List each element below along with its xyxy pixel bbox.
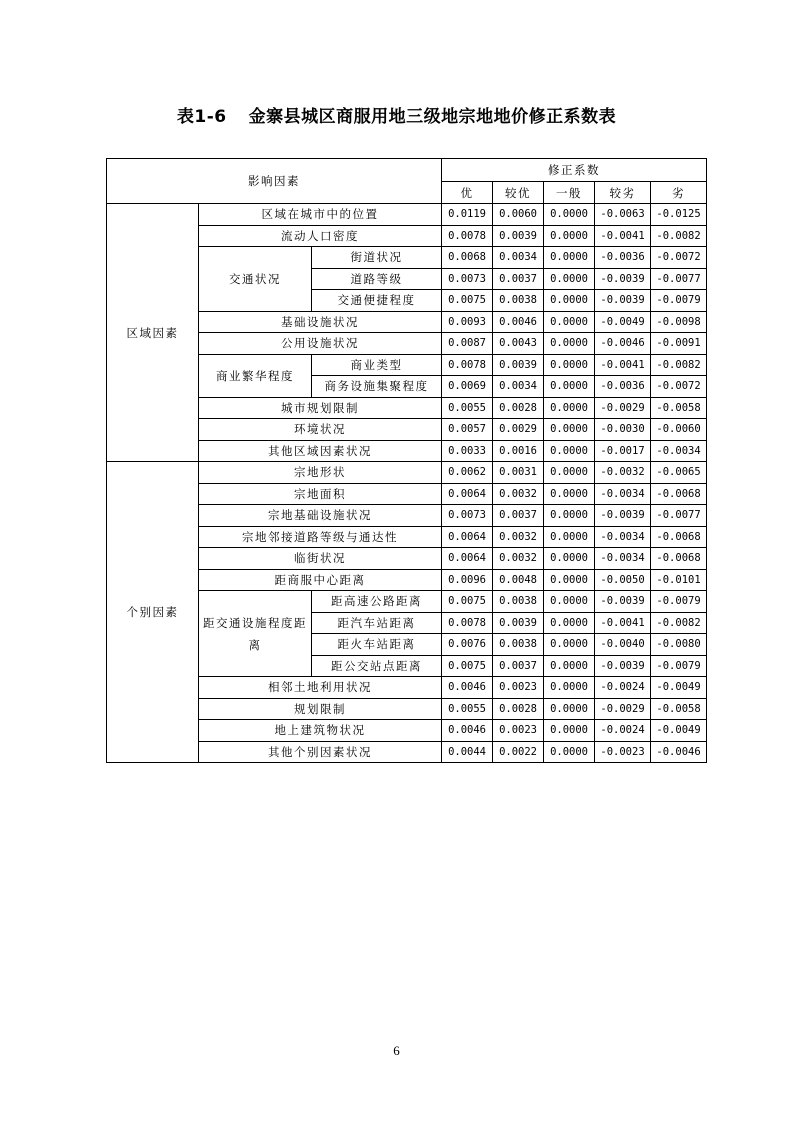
coef-value: -0.0080 [651, 634, 707, 656]
coef-value: -0.0079 [651, 655, 707, 677]
factor-group: 个别因素 [107, 462, 199, 763]
factor-group: 区域因素 [107, 204, 199, 462]
coef-value: 0.0000 [544, 612, 595, 634]
factor-label: 道路等级 [312, 268, 442, 290]
coef-value: 0.0055 [442, 698, 493, 720]
coef-value: 0.0075 [442, 591, 493, 613]
coef-value: 0.0068 [442, 247, 493, 269]
factor-label: 其他个别因素状况 [199, 741, 442, 763]
coef-value: 0.0000 [544, 569, 595, 591]
coef-value: 0.0000 [544, 419, 595, 441]
coef-value: 0.0060 [493, 204, 544, 226]
coef-value: -0.0079 [651, 591, 707, 613]
coef-value: -0.0049 [651, 720, 707, 742]
coef-value: 0.0000 [544, 677, 595, 699]
coef-value: 0.0069 [442, 376, 493, 398]
coef-value: -0.0125 [651, 204, 707, 226]
coef-value: -0.0077 [651, 268, 707, 290]
factor-label: 宗地邻接道路等级与通达性 [199, 526, 442, 548]
coef-value: -0.0101 [651, 569, 707, 591]
coef-value: 0.0096 [442, 569, 493, 591]
coef-value: 0.0034 [493, 376, 544, 398]
coef-value: 0.0055 [442, 397, 493, 419]
factor-label: 基础设施状况 [199, 311, 442, 333]
coef-value: -0.0077 [651, 505, 707, 527]
table-number: 表1-6 [176, 107, 227, 127]
factor-label: 区域在城市中的位置 [199, 204, 442, 226]
coef-value: 0.0029 [493, 419, 544, 441]
coef-value: 0.0000 [544, 225, 595, 247]
coef-value: 0.0000 [544, 247, 595, 269]
coef-value: 0.0075 [442, 290, 493, 312]
coef-value: -0.0046 [595, 333, 651, 355]
coef-value: -0.0039 [595, 591, 651, 613]
coef-value: 0.0034 [493, 247, 544, 269]
factor-label: 地上建筑物状况 [199, 720, 442, 742]
coef-value: 0.0075 [442, 655, 493, 677]
header-level: 较优 [493, 182, 544, 204]
coef-value: 0.0064 [442, 526, 493, 548]
coef-value: 0.0057 [442, 419, 493, 441]
coef-value: 0.0000 [544, 741, 595, 763]
page-number: 6 [393, 1043, 400, 1058]
coef-value: -0.0039 [595, 290, 651, 312]
coef-value: 0.0016 [493, 440, 544, 462]
coef-value: 0.0000 [544, 548, 595, 570]
header-factor: 影响因素 [107, 159, 442, 204]
coef-value: -0.0040 [595, 634, 651, 656]
coef-value: 0.0119 [442, 204, 493, 226]
coef-value: 0.0000 [544, 483, 595, 505]
coef-value: -0.0023 [595, 741, 651, 763]
coef-value: -0.0024 [595, 720, 651, 742]
factor-label: 公用设施状况 [199, 333, 442, 355]
header-coef: 修正系数 [442, 159, 707, 182]
factor-label: 其他区域因素状况 [199, 440, 442, 462]
coef-value: 0.0000 [544, 311, 595, 333]
table-title [0, 102, 793, 127]
coef-value: 0.0000 [544, 268, 595, 290]
coef-value: 0.0043 [493, 333, 544, 355]
factor-label: 规划限制 [199, 698, 442, 720]
coef-value: -0.0068 [651, 548, 707, 570]
coef-value: 0.0039 [493, 612, 544, 634]
coef-value: -0.0034 [651, 440, 707, 462]
coef-value: -0.0098 [651, 311, 707, 333]
coef-value: -0.0079 [651, 290, 707, 312]
coef-value: -0.0039 [595, 268, 651, 290]
coef-value: 0.0000 [544, 204, 595, 226]
factor-label: 环境状况 [199, 419, 442, 441]
coef-value: 0.0023 [493, 720, 544, 742]
coef-value: -0.0049 [651, 677, 707, 699]
coef-value: -0.0091 [651, 333, 707, 355]
coef-value: -0.0036 [595, 247, 651, 269]
factor-label: 流动人口密度 [199, 225, 442, 247]
coef-value: 0.0028 [493, 397, 544, 419]
coef-value: -0.0046 [651, 741, 707, 763]
coef-value: -0.0041 [595, 225, 651, 247]
header-level: 劣 [651, 182, 707, 204]
factor-label: 街道状况 [312, 247, 442, 269]
coef-value: 0.0064 [442, 483, 493, 505]
coef-value: 0.0000 [544, 333, 595, 355]
coef-value: -0.0039 [595, 505, 651, 527]
coef-value: 0.0000 [544, 526, 595, 548]
coef-value: -0.0050 [595, 569, 651, 591]
coef-value: -0.0068 [651, 526, 707, 548]
factor-label: 距高速公路距离 [312, 591, 442, 613]
coef-value: 0.0073 [442, 268, 493, 290]
coef-value: -0.0034 [595, 483, 651, 505]
coef-value: 0.0031 [493, 462, 544, 484]
coef-value: -0.0072 [651, 376, 707, 398]
factor-label: 商业类型 [312, 354, 442, 376]
coef-value: -0.0032 [595, 462, 651, 484]
coef-value: 0.0046 [442, 677, 493, 699]
coefficient-table [106, 158, 707, 763]
coef-value: -0.0058 [651, 698, 707, 720]
coef-value: -0.0063 [595, 204, 651, 226]
factor-label: 距火车站距离 [312, 634, 442, 656]
coef-value: -0.0017 [595, 440, 651, 462]
coef-value: 0.0032 [493, 548, 544, 570]
coef-value: 0.0064 [442, 548, 493, 570]
coef-value: 0.0062 [442, 462, 493, 484]
coef-value: 0.0000 [544, 591, 595, 613]
coef-value: -0.0049 [595, 311, 651, 333]
coef-value: 0.0039 [493, 354, 544, 376]
table-row [107, 204, 707, 226]
coef-value: 0.0076 [442, 634, 493, 656]
factor-label: 宗地面积 [199, 483, 442, 505]
factor-subgroup: 交通状况 [199, 247, 312, 312]
coef-value: 0.0037 [493, 505, 544, 527]
coef-value: 0.0022 [493, 741, 544, 763]
coef-value: 0.0028 [493, 698, 544, 720]
factor-label: 距汽车站距离 [312, 612, 442, 634]
coef-value: 0.0048 [493, 569, 544, 591]
coef-value: -0.0082 [651, 612, 707, 634]
coef-value: -0.0060 [651, 419, 707, 441]
coef-value: 0.0038 [493, 591, 544, 613]
coef-value: 0.0093 [442, 311, 493, 333]
header-level: 较劣 [595, 182, 651, 204]
table-caption: 金寨县城区商服用地三级地宗地地价修正系数表 [248, 107, 617, 127]
coef-value: 0.0039 [493, 225, 544, 247]
coef-value: -0.0029 [595, 698, 651, 720]
coef-value: 0.0023 [493, 677, 544, 699]
coef-value: -0.0041 [595, 612, 651, 634]
coef-value: 0.0038 [493, 634, 544, 656]
coef-value: -0.0082 [651, 354, 707, 376]
coef-value: 0.0000 [544, 397, 595, 419]
coef-value: -0.0082 [651, 225, 707, 247]
coef-value: 0.0046 [442, 720, 493, 742]
coef-value: 0.0038 [493, 290, 544, 312]
coef-value: -0.0039 [595, 655, 651, 677]
coef-value: 0.0000 [544, 698, 595, 720]
coef-value: 0.0087 [442, 333, 493, 355]
coef-value: 0.0037 [493, 268, 544, 290]
coef-value: 0.0078 [442, 225, 493, 247]
factor-label: 交通便捷程度 [312, 290, 442, 312]
factor-subgroup: 距交通设施程度距离 [199, 591, 312, 677]
coef-value: 0.0000 [544, 720, 595, 742]
header-level: 优 [442, 182, 493, 204]
coef-value: -0.0029 [595, 397, 651, 419]
coef-value: 0.0000 [544, 462, 595, 484]
coef-value: 0.0033 [442, 440, 493, 462]
coef-value: -0.0034 [595, 526, 651, 548]
coef-value: 0.0078 [442, 354, 493, 376]
coef-value: -0.0036 [595, 376, 651, 398]
coef-value: 0.0000 [544, 376, 595, 398]
factor-label: 宗地形状 [199, 462, 442, 484]
coef-value: -0.0065 [651, 462, 707, 484]
coef-value: -0.0024 [595, 677, 651, 699]
coef-value: 0.0032 [493, 483, 544, 505]
coef-value: 0.0000 [544, 655, 595, 677]
factor-label: 城市规划限制 [199, 397, 442, 419]
factor-label: 距商服中心距离 [199, 569, 442, 591]
factor-label: 商务设施集聚程度 [312, 376, 442, 398]
coef-value: -0.0072 [651, 247, 707, 269]
coef-value: 0.0037 [493, 655, 544, 677]
coef-value: 0.0000 [544, 290, 595, 312]
coef-value: -0.0034 [595, 548, 651, 570]
coef-value: 0.0046 [493, 311, 544, 333]
coef-value: -0.0068 [651, 483, 707, 505]
coef-value: -0.0030 [595, 419, 651, 441]
table-row [107, 462, 707, 484]
factor-subgroup: 商业繁华程度 [199, 354, 312, 397]
coef-value: 0.0000 [544, 440, 595, 462]
coef-value: -0.0041 [595, 354, 651, 376]
coef-value: -0.0058 [651, 397, 707, 419]
coef-value: 0.0073 [442, 505, 493, 527]
coef-value: 0.0000 [544, 634, 595, 656]
factor-label: 临街状况 [199, 548, 442, 570]
factor-label: 距公交站点距离 [312, 655, 442, 677]
factor-label: 宗地基础设施状况 [199, 505, 442, 527]
coef-value: 0.0000 [544, 505, 595, 527]
coef-value: 0.0000 [544, 354, 595, 376]
factor-label: 相邻土地利用状况 [199, 677, 442, 699]
header-level: 一般 [544, 182, 595, 204]
coef-value: 0.0044 [442, 741, 493, 763]
coef-value: 0.0032 [493, 526, 544, 548]
coef-value: 0.0078 [442, 612, 493, 634]
